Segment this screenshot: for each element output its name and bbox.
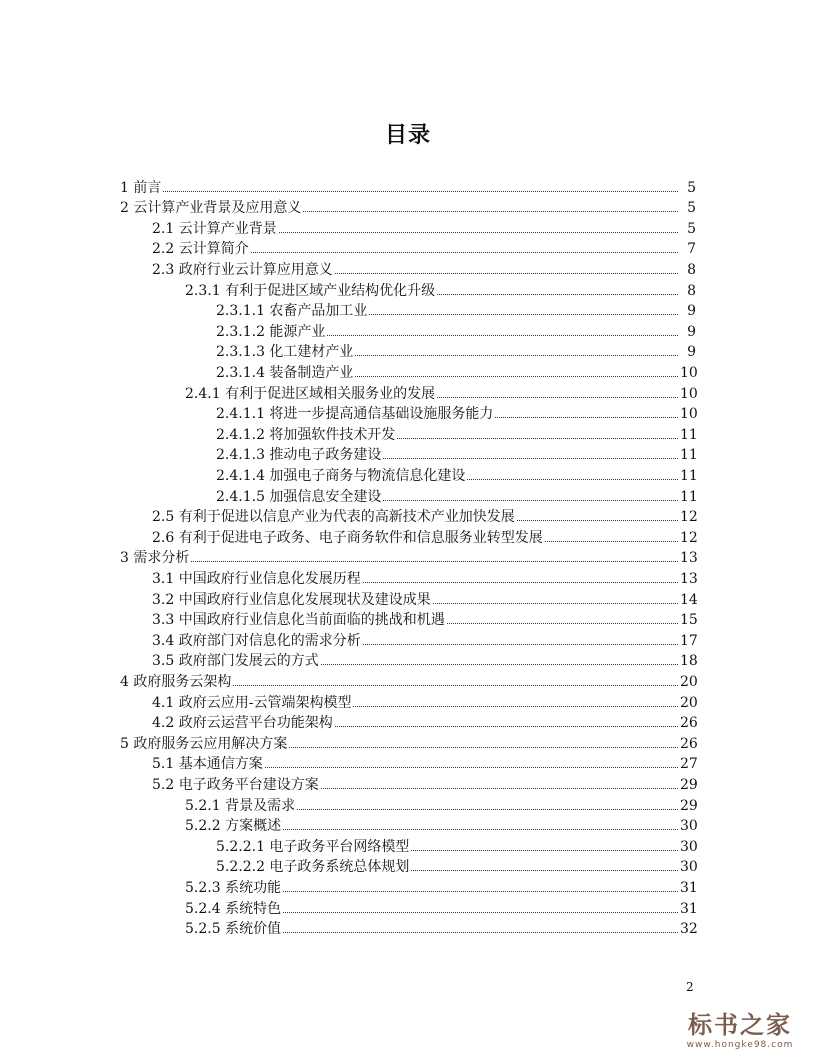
toc-entry-title: 3.2 中国政府行业信息化发展现状及建设成果	[152, 591, 431, 608]
toc-entry-title: 4 政府服务云架构	[120, 673, 232, 690]
toc-entry-title: 5.2.5 系统价值	[185, 921, 282, 938]
toc-entry-title: 2.4.1.4 加强电子商务与物流信息化建设	[216, 467, 466, 484]
toc-entry[interactable]	[0, 566, 696, 587]
toc-leader-dots	[355, 376, 678, 377]
toc-entry-title: 4.2 政府云运营平台功能架构	[152, 715, 333, 732]
watermark-logo	[680, 1005, 800, 1050]
toc-entry-title: 5.2.3 系统功能	[185, 879, 282, 896]
toc-entry-page: 11	[680, 447, 698, 464]
toc-entry-page: 9	[687, 344, 696, 361]
toc-entry[interactable]	[0, 463, 696, 484]
watermark-url: www.hongke98.com	[686, 1040, 794, 1050]
toc-entry[interactable]	[0, 793, 696, 814]
toc-entry[interactable]	[0, 175, 696, 196]
toc-entry[interactable]	[0, 690, 696, 711]
toc-entry[interactable]	[0, 731, 696, 752]
toc-leader-dots	[363, 644, 678, 645]
toc-entry[interactable]	[0, 422, 696, 443]
toc-entry[interactable]	[0, 834, 696, 855]
toc-entry[interactable]	[0, 628, 696, 649]
toc-leader-dots	[283, 829, 678, 830]
toc-entry[interactable]	[0, 752, 696, 773]
toc-entry[interactable]	[0, 587, 696, 608]
toc-entry[interactable]	[0, 772, 696, 793]
toc-entry-title: 3 需求分析	[120, 550, 190, 567]
toc-leader-dots	[321, 664, 678, 665]
toc-entry-title: 5.2 电子政务平台建设方案	[152, 776, 319, 793]
toc-leader-dots	[433, 603, 678, 604]
toc-entry-page: 31	[680, 879, 698, 896]
toc-leader-dots	[303, 211, 678, 212]
toc-leader-dots	[163, 191, 678, 192]
toc-leader-dots	[279, 232, 678, 233]
toc-entry-page: 9	[687, 323, 696, 340]
toc-leader-dots	[517, 520, 678, 521]
toc-entry[interactable]	[0, 360, 696, 381]
toc-entry-page: 20	[680, 673, 698, 690]
toc-entry-page: 15	[680, 612, 698, 629]
toc-entry-page: 30	[680, 838, 698, 855]
toc-entry-title: 1 前言	[120, 179, 162, 196]
toc-entry[interactable]	[0, 484, 696, 505]
toc-entry[interactable]	[0, 814, 696, 835]
toc-entry-page: 14	[680, 591, 698, 608]
toc-entry[interactable]	[0, 505, 696, 526]
toc-entry-page: 9	[687, 303, 696, 320]
toc-leader-dots	[369, 314, 678, 315]
toc-entry[interactable]	[0, 525, 696, 546]
toc-entry-title: 2.1 云计算产业背景	[152, 220, 277, 237]
toc-entry-title: 2.3.1.4 装备制造产业	[216, 364, 354, 381]
page-number: 2	[686, 980, 694, 994]
toc-entry-title: 3.4 政府部门对信息化的需求分析	[152, 632, 361, 649]
toc-leader-dots	[283, 891, 678, 892]
toc-entry-title: 3.3 中国政府行业信息化当前面临的挑战和机遇	[152, 612, 445, 629]
toc-entry[interactable]	[0, 257, 696, 278]
toc-entry[interactable]	[0, 319, 696, 340]
toc-entry[interactable]	[0, 711, 696, 732]
toc-entry-page: 17	[680, 632, 698, 649]
watermark-name: 标书之家	[688, 1011, 792, 1039]
toc-leader-dots	[411, 850, 678, 851]
toc-leader-dots	[467, 479, 678, 480]
toc-entry[interactable]	[0, 196, 696, 217]
toc-entry-page: 10	[680, 364, 698, 381]
toc-leader-dots	[397, 438, 678, 439]
toc-entry-page: 20	[680, 694, 698, 711]
toc-entry-title: 2.4.1.2 将加强软件技术开发	[216, 426, 396, 443]
toc-entry[interactable]	[0, 669, 696, 690]
toc-entry[interactable]	[0, 917, 696, 938]
toc-leader-dots	[327, 335, 678, 336]
toc-entry-title: 5 政府服务云应用解决方案	[120, 735, 288, 752]
toc-leader-dots	[383, 500, 678, 501]
toc-leader-dots	[437, 397, 678, 398]
toc-entry[interactable]	[0, 237, 696, 258]
toc-entry-title: 2.3.1.2 能源产业	[216, 323, 326, 340]
toc-entry-title: 5.2.2 方案概述	[185, 818, 282, 835]
toc-leader-dots	[251, 252, 678, 253]
toc-entry-title: 2.4.1 有利于促进区域相关服务业的发展	[185, 385, 436, 402]
toc-entry-title: 2.3.1.3 化工建材产业	[216, 344, 354, 361]
toc-entry-page: 12	[680, 529, 698, 546]
toc-entry-page: 5	[687, 179, 696, 196]
toc-entry-page: 31	[680, 900, 698, 917]
toc-entry-title: 5.2.2.2 电子政务系统总体规划	[216, 859, 410, 876]
toc-entry-page: 26	[680, 715, 698, 732]
toc-entry-page: 30	[680, 859, 698, 876]
toc-leader-dots	[297, 809, 678, 810]
toc-entry[interactable]	[0, 216, 696, 237]
toc-entry-title: 2 云计算产业背景及应用意义	[120, 200, 302, 217]
toc-leader-dots	[353, 706, 678, 707]
toc-entry[interactable]	[0, 299, 696, 320]
toc-leader-dots	[191, 561, 678, 562]
toc-entry-page: 29	[680, 776, 698, 793]
toc-leader-dots	[383, 458, 678, 459]
toc-entry-title: 2.3.1 有利于促进区域产业结构优化升级	[185, 282, 436, 299]
toc-leader-dots	[495, 417, 678, 418]
toc-entry-page: 5	[687, 200, 696, 217]
toc-leader-dots	[283, 932, 678, 933]
toc-entry-title: 2.5 有利于促进以信息产业为代表的高新技术产业加快发展	[152, 509, 515, 526]
toc-entry-title: 3.1 中国政府行业信息化发展历程	[152, 570, 361, 587]
toc-entry-page: 11	[680, 426, 698, 443]
toc-entry-title: 3.5 政府部门发展云的方式	[152, 653, 319, 670]
toc-entry[interactable]	[0, 381, 696, 402]
toc-leader-dots	[321, 788, 678, 789]
toc-entry-page: 7	[687, 241, 696, 258]
toc-leader-dots	[437, 294, 678, 295]
toc-entry-page: 13	[680, 570, 698, 587]
toc-entry-title: 2.3 政府行业云计算应用意义	[152, 261, 333, 278]
toc-entry[interactable]	[0, 875, 696, 896]
toc-entry-page: 30	[680, 818, 698, 835]
toc-leader-dots	[335, 273, 678, 274]
toc-leader-dots	[363, 582, 678, 583]
page-title: 目录	[384, 122, 431, 148]
toc-entry-page: 10	[680, 385, 698, 402]
toc-entry-page: 27	[680, 756, 698, 773]
toc-entry-title: 5.2.4 系统特色	[185, 900, 282, 917]
toc-entry-page: 11	[680, 467, 698, 484]
toc-entry-page: 8	[687, 282, 696, 299]
toc-entry[interactable]	[0, 443, 696, 464]
toc-leader-dots	[289, 747, 678, 748]
toc-entry-page: 12	[680, 509, 698, 526]
toc-entry-title: 5.1 基本通信方案	[152, 756, 263, 773]
toc-entry[interactable]	[0, 546, 696, 567]
toc-entry-page: 10	[680, 406, 698, 423]
toc-entry[interactable]	[0, 649, 696, 670]
toc-entry-title: 2.4.1.5 加强信息安全建设	[216, 488, 382, 505]
toc-leader-dots	[335, 726, 678, 727]
toc-leader-dots	[355, 355, 678, 356]
toc-entry-page: 8	[687, 261, 696, 278]
toc-entry-page: 11	[680, 488, 698, 505]
toc-entry-page: 29	[680, 797, 698, 814]
toc-entry-title: 2.6 有利于促进电子政务、电子商务软件和信息服务业转型发展	[152, 529, 543, 546]
toc-entry[interactable]	[0, 402, 696, 423]
toc-entry-page: 5	[687, 220, 696, 237]
toc-entry-title: 2.3.1.1 农畜产品加工业	[216, 303, 368, 320]
toc-entry[interactable]	[0, 340, 696, 361]
toc-entry[interactable]	[0, 278, 696, 299]
toc-entry[interactable]	[0, 896, 696, 917]
toc-entry-page: 13	[680, 550, 698, 567]
toc-entry-title: 2.4.1.3 推动电子政务建设	[216, 447, 382, 464]
toc-entry-page: 32	[680, 921, 698, 938]
toc-entry-page: 18	[680, 653, 698, 670]
toc-entry-title: 5.2.2.1 电子政务平台网络模型	[216, 838, 410, 855]
toc-entry-title: 4.1 政府云应用-云管端架构模型	[152, 694, 352, 711]
toc-leader-dots	[233, 685, 678, 686]
toc-leader-dots	[545, 541, 678, 542]
toc-entry-title: 2.2 云计算简介	[152, 241, 249, 258]
toc-entry-title: 2.4.1.1 将进一步提高通信基础设施服务能力	[216, 406, 494, 423]
toc-leader-dots	[447, 623, 678, 624]
toc-entry-page: 26	[680, 735, 698, 752]
toc-entry-title: 5.2.1 背景及需求	[185, 797, 296, 814]
toc-leader-dots	[283, 912, 678, 913]
toc-entry[interactable]	[0, 855, 696, 876]
toc-leader-dots	[411, 870, 678, 871]
toc-leader-dots	[265, 767, 678, 768]
toc-entry[interactable]	[0, 608, 696, 629]
